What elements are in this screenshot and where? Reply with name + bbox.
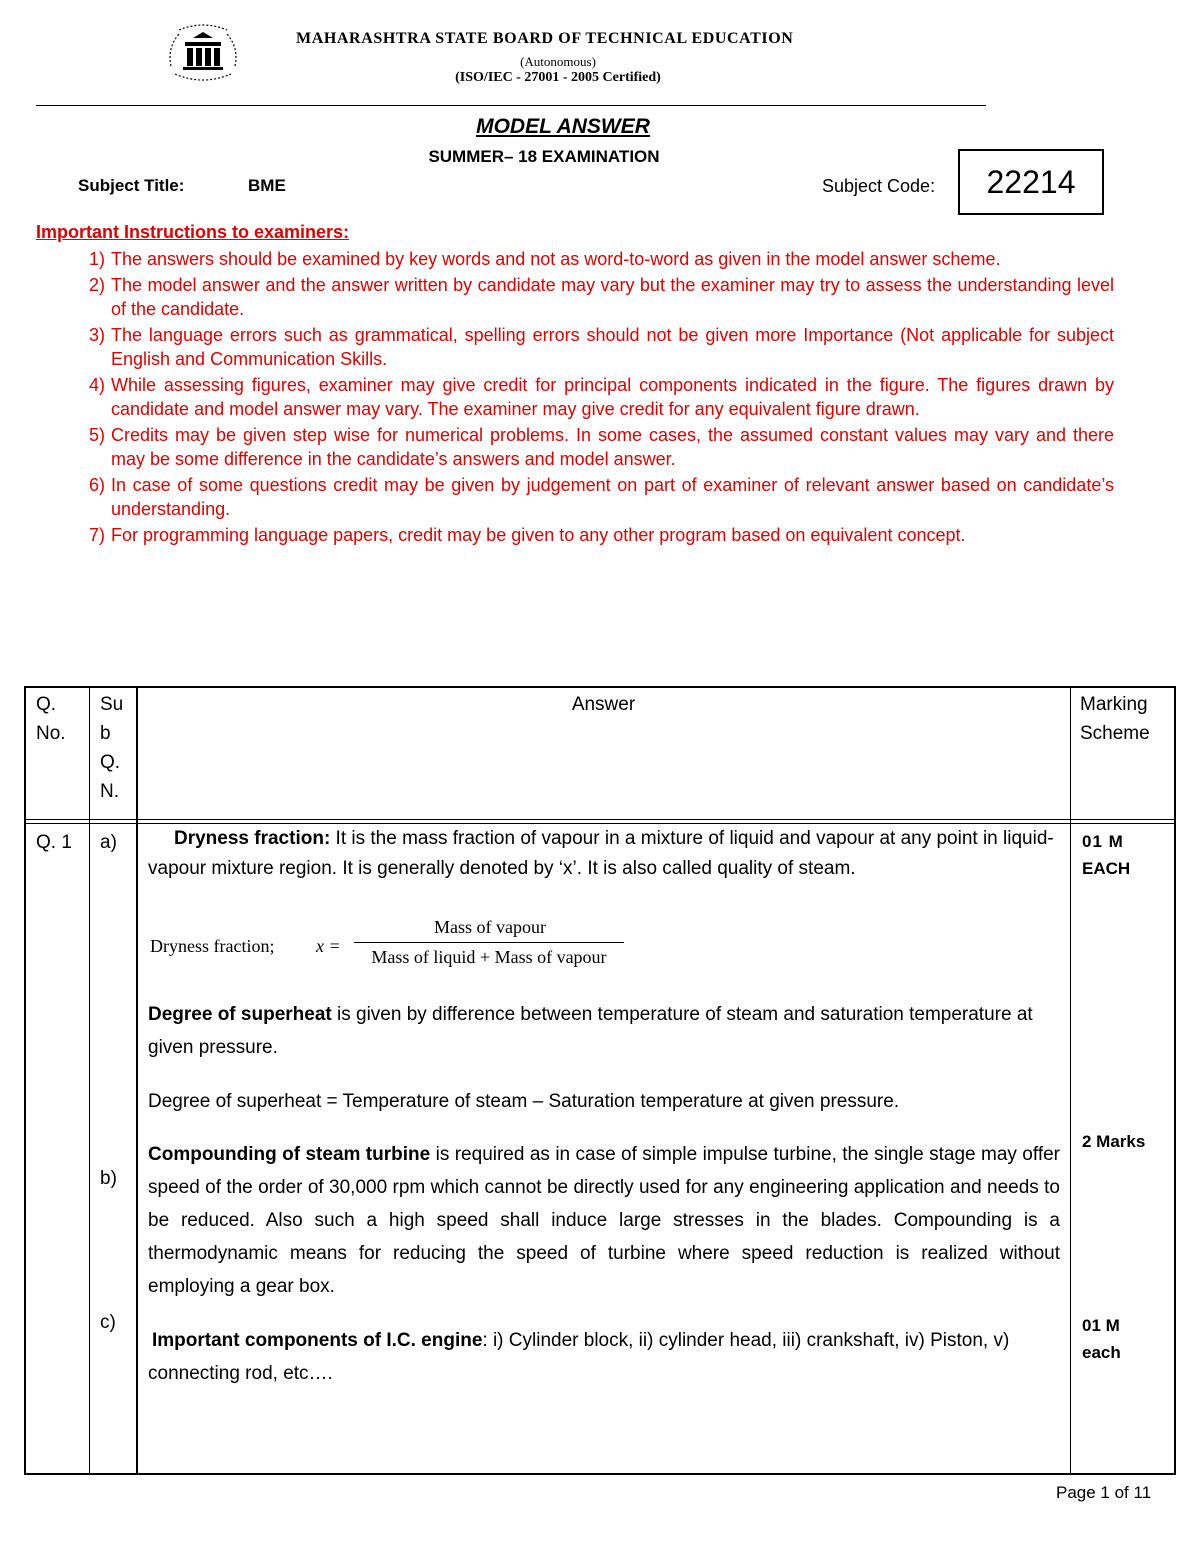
- subject-title-value: BME: [248, 176, 286, 195]
- instruction-number: 1): [88, 249, 105, 269]
- mark-a: 01 M EACH: [1082, 832, 1131, 878]
- answer-b: [148, 1138, 1060, 1303]
- instructions-list: [36, 247, 1114, 548]
- instruction-item: [36, 247, 1114, 272]
- instructions-heading: Important Instructions to examiners:: [36, 222, 350, 242]
- compounding-definition: is required as in case of simple impulse turbine, the single stage may offer speed of the order of 30,000 rpm which cannot be directly used for any engineering application and needs to be reduced. Also such a high speed shall induce large stresses in the blades. Compounding is a thermodynamic means for reducing the speed of turbine where speed reduction is realized without employing a gear box.: [148, 1144, 1060, 1297]
- mark-c: 01 M each: [1082, 1316, 1121, 1362]
- instruction-item: [36, 273, 1114, 322]
- formula-label: Dryness fraction;: [150, 936, 275, 956]
- superheat-equation: Degree of superheat = Temperature of steam – Saturation temperature at given pressure.: [148, 1091, 900, 1112]
- formula-variable: x =: [316, 936, 341, 956]
- instruction-item: [36, 373, 1114, 422]
- formula-numerator: Mass of vapour: [434, 917, 546, 937]
- header-divider: [36, 105, 986, 106]
- iso-certification: (ISO/IEC - 27001 - 2005 Certified): [455, 70, 661, 85]
- instruction-number: 4): [88, 374, 105, 395]
- instruction-item: [36, 523, 1114, 548]
- header-marking: Marking Scheme: [1080, 694, 1150, 744]
- instruction-number: 3): [88, 324, 105, 345]
- subq-b: b): [100, 1168, 117, 1189]
- term-superheat: Degree of superheat: [148, 1004, 332, 1025]
- column-divider: [1070, 688, 1071, 1473]
- answer-superheat: [148, 998, 1060, 1064]
- page-number: Page 1 of 11: [1056, 1483, 1152, 1502]
- model-answer-title: MODEL ANSWER: [476, 115, 650, 138]
- subq-a: a): [100, 832, 117, 853]
- instruction-text: For programming language papers, credit may be given to any other program based on equivalent concept.: [111, 524, 966, 545]
- term-ic-engine: Important components of I.C. engine: [152, 1330, 483, 1351]
- mark-b: 2 Marks: [1082, 1132, 1146, 1151]
- question-number: Q. 1: [36, 832, 72, 853]
- row-divider: [26, 819, 1174, 820]
- instruction-number: 2): [88, 274, 105, 295]
- term-compounding: Compounding of steam turbine: [148, 1144, 431, 1165]
- instruction-text: While assessing figures, examiner may give credit for principal components indicated in the figure. The figures drawn by candidate and model answer may vary. The examiner may give credit for any equivalent figure drawn.: [111, 374, 1114, 419]
- exam-title: SUMMER– 18 EXAMINATION: [428, 147, 660, 166]
- subject-code-label: Subject Code:: [822, 176, 936, 196]
- ic-engine-components: : i) Cylinder block, ii) cylinder head, iii) crankshaft, iv) Piston, v) connecting rod, etc….: [148, 1330, 1010, 1384]
- subject-title-label: Subject Title:: [78, 176, 185, 195]
- header-answer: Answer: [571, 694, 636, 715]
- subq-c: c): [100, 1312, 116, 1333]
- instruction-number: 5): [88, 424, 105, 445]
- fraction-line: [354, 942, 624, 943]
- header-subq: Su b Q. N.: [100, 694, 124, 802]
- instruction-item: [36, 323, 1114, 372]
- board-name: MAHARASHTRA STATE BOARD OF TECHNICAL EDUCATION: [296, 30, 794, 47]
- instruction-text: The language errors such as grammatical, spelling errors should not be given more Importance (Not applicable for subject English and Communication Skills.: [111, 324, 1114, 369]
- instruction-text: Credits may be given step wise for numerical problems. In some cases, the assumed constant values may vary and there may be some difference in the candidate’s answers and model answer.: [111, 424, 1114, 469]
- term-dryness-fraction: Dryness fraction:: [174, 828, 331, 849]
- instruction-item: [36, 473, 1114, 522]
- answer-c: [148, 1324, 1028, 1390]
- dryness-definition: It is the mass fraction of vapour in a mixture of liquid and vapour at any point in liquid-vapour mixture region. It is generally denoted by ‘x’. It is also called quality of steam.: [148, 828, 1054, 879]
- instruction-item: [36, 423, 1114, 472]
- instruction-text: The model answer and the answer written by candidate may vary but the examiner may try to assess the understanding level of the candidate.: [111, 274, 1114, 319]
- formula-denominator: Mass of liquid + Mass of vapour: [371, 947, 607, 967]
- header-qno: Q. No.: [36, 694, 66, 744]
- instruction-number: 6): [88, 474, 105, 495]
- instruction-text: The answers should be examined by key words and not as word-to-word as given in the model answer scheme.: [111, 249, 1001, 269]
- answer-table: [24, 686, 1176, 1475]
- instruction-number: 7): [88, 524, 105, 545]
- answer-a: [148, 824, 1060, 884]
- column-divider: [89, 688, 90, 1473]
- instruction-text: In case of some questions credit may be given by judgement on part of examiner of relevant answer based on candidate’s understanding.: [111, 474, 1114, 519]
- subject-code-box: 22214: [958, 149, 1104, 215]
- autonomous-label: (Autonomous): [520, 54, 596, 69]
- superheat-definition: is given by difference between temperature of steam and saturation temperature at given pressure.: [148, 1004, 1033, 1058]
- column-divider: [136, 688, 138, 1473]
